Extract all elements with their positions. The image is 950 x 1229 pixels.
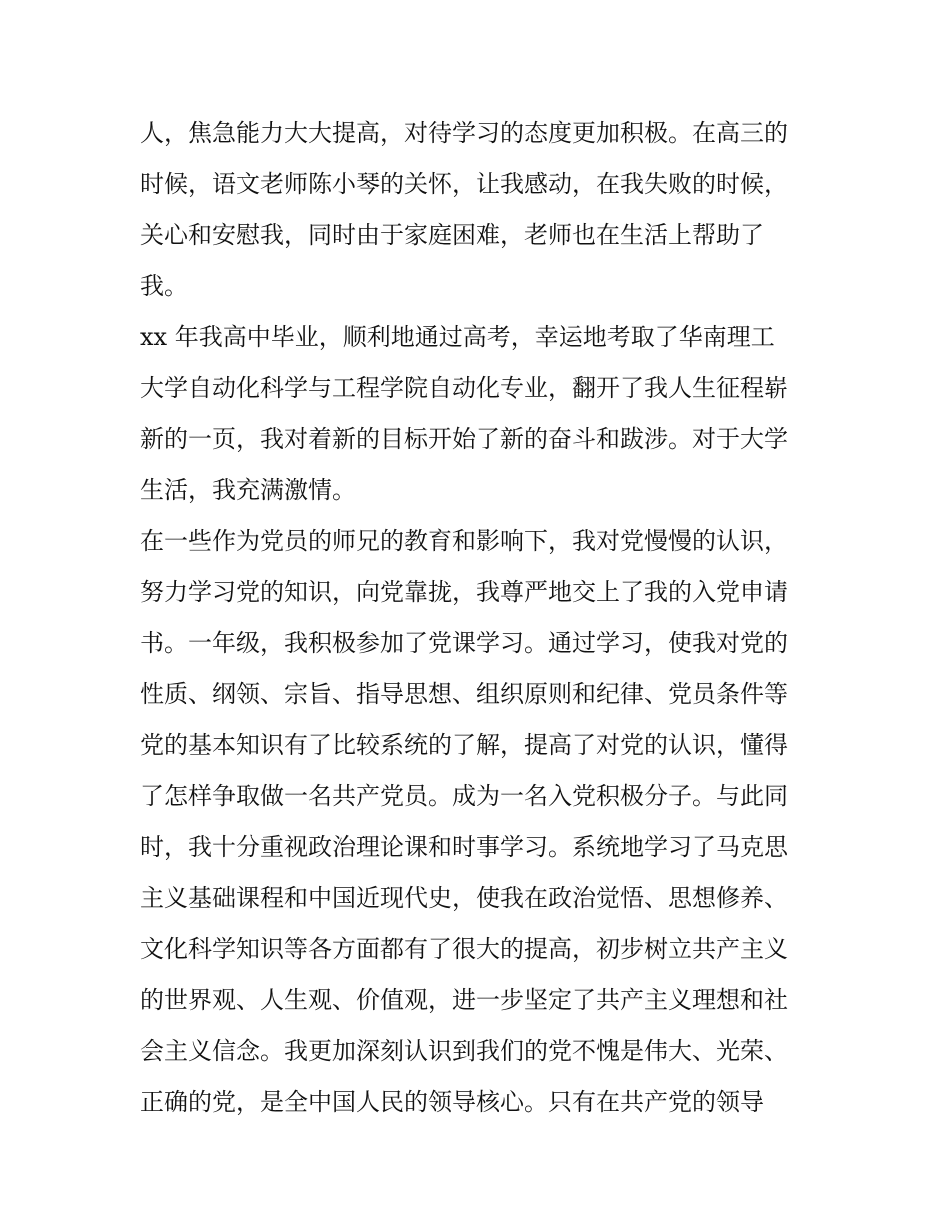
text-line: 会主义信念。我更加深刻认识到我们的党不愧是伟大、光荣、	[140, 1037, 788, 1065]
text-line: 努力学习党的知识，向党靠拢，我尊严地交上了我的入党申请	[140, 578, 788, 606]
text-line: 书。一年级，我积极参加了党课学习。通过学习，使我对党的	[140, 629, 788, 657]
text-line: 生活，我充满激情。	[140, 476, 356, 504]
text-line: 新的一页，我对着新的目标开始了新的奋斗和跋涉。对于大学	[140, 425, 788, 453]
text-line: 时候，语文老师陈小琴的关怀，让我感动，在我失败的时候，	[140, 170, 788, 198]
text-line: 文化科学知识等各方面都有了很大的提高，初步树立共产主义	[140, 935, 788, 963]
text-line: 大学自动化科学与工程学院自动化专业，翻开了我人生征程崭	[140, 374, 788, 402]
text-line: 主义基础课程和中国近现代史，使我在政治觉悟、思想修养、	[140, 884, 788, 912]
text-line: 时，我十分重视政治理论课和时事学习。系统地学习了马克思	[140, 833, 788, 861]
text-line: 人，焦急能力大大提高，对待学习的态度更加积极。在高三的	[140, 119, 788, 147]
text-line: 关心和安慰我，同时由于家庭困难，老师也在生活上帮助了	[140, 221, 764, 249]
body-text	[140, 108, 820, 1128]
text-line: 正确的党，是全中国人民的领导核心。只有在共产党的领导	[140, 1088, 764, 1116]
text-line: 的世界观、人生观、价值观，进一步坚定了共产主义理想和社	[140, 986, 788, 1014]
text-line: 党的基本知识有了比较系统的了解，提高了对党的认识，懂得	[140, 731, 788, 759]
text-line: 我。	[140, 272, 188, 300]
text-line: 在一些作为党员的师兄的教育和影响下，我对党慢慢的认识，	[140, 527, 788, 555]
text-line: 性质、纲领、宗旨、指导思想、组织原则和纪律、党员条件等	[140, 680, 788, 708]
text-line: 了怎样争取做一名共产党员。成为一名入党积极分子。与此同	[140, 782, 788, 810]
text-line: xx 年我高中毕业，顺利地通过高考，幸运地考取了华南理工	[140, 323, 775, 351]
